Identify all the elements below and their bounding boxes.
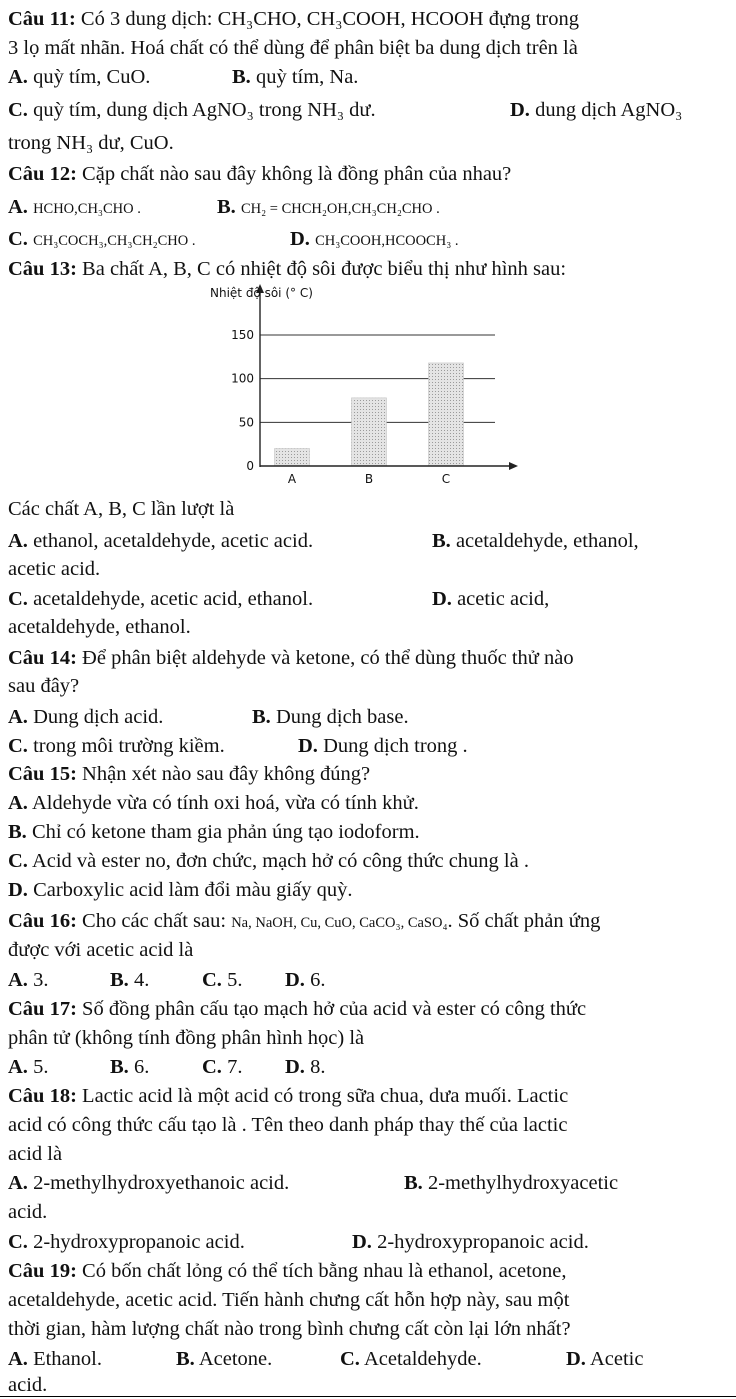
q11-option-d-cont: trong NH₃ dư, CuO. bbox=[8, 132, 174, 154]
q16-formula: Na, NaOH, Cu, CuO, CaCO₃, CaSO₄ bbox=[231, 915, 448, 931]
bar-B bbox=[352, 398, 387, 466]
q16-option-d[interactable]: D. 6. bbox=[285, 969, 326, 991]
q11-option-b[interactable]: B. quỳ tím, Na. bbox=[232, 66, 359, 88]
q18-stem-line3: acid là bbox=[8, 1143, 63, 1165]
q11-label: Câu 11: bbox=[8, 8, 76, 30]
q14-stem-line2: sau đây? bbox=[8, 675, 80, 697]
q14-option-d[interactable]: D. Dung dịch trong . bbox=[298, 735, 468, 757]
q19-stem-line2: acetaldehyde, acetic acid. Tiến hành chưng cất hỗn hợp này, sau một bbox=[8, 1289, 570, 1311]
q19-option-d[interactable]: D. Acetic bbox=[566, 1348, 644, 1370]
q17-option-d[interactable]: D. 8. bbox=[285, 1056, 326, 1078]
q11-option-d[interactable]: D. dung dịch AgNO₃ bbox=[510, 99, 683, 121]
q12-stem: Câu 12: Cặp chất nào sau đây không là đồng phân của nhau? bbox=[8, 163, 512, 185]
q15-option-a[interactable]: A. Aldehyde vừa có tính oxi hoá, vừa có tính khử. bbox=[8, 792, 419, 814]
y-tick-label-100: 100 bbox=[231, 371, 254, 386]
q17-option-a[interactable]: A. 5. bbox=[8, 1056, 49, 1078]
q18-option-c[interactable]: C. 2-hydroxypropanoic acid. bbox=[8, 1231, 245, 1253]
q17-stem-line1: Câu 17: Số đồng phân cấu tạo mạch hở của acid và ester có công thức bbox=[8, 998, 587, 1020]
q13-question: Các chất A, B, C lần lượt là bbox=[8, 498, 235, 520]
q14-stem-line1: Câu 14: Để phân biệt aldehyde và ketone, có thể dùng thuốc thử nào bbox=[8, 647, 574, 669]
y-tick-label-50: 50 bbox=[238, 415, 254, 430]
y-tick-label-150: 150 bbox=[231, 328, 254, 342]
q18-stem-line2: acid có công thức cấu tạo là . Tên theo danh pháp thay thế của lactic bbox=[8, 1114, 568, 1136]
q17-label: Câu 17: bbox=[8, 998, 77, 1020]
q18-option-b-cont: acid. bbox=[8, 1201, 48, 1223]
q14-option-b[interactable]: B. Dung dịch base. bbox=[252, 706, 409, 728]
q19-option-d-cont: acid. bbox=[8, 1374, 48, 1396]
q13-stem: Câu 13: Ba chất A, B, C có nhiệt độ sôi được biểu thị như hình sau: bbox=[8, 258, 567, 280]
q15-stem: Câu 15: Nhận xét nào sau đây không đúng? bbox=[8, 763, 371, 785]
q11-option-c[interactable]: C. quỳ tím, dung dịch AgNO₃ trong NH₃ dư. bbox=[8, 99, 376, 121]
q17-option-b[interactable]: B. 6. bbox=[110, 1056, 150, 1078]
q18-label: Câu 18: bbox=[8, 1085, 77, 1107]
q18-option-d[interactable]: D. 2-hydroxypropanoic acid. bbox=[352, 1231, 589, 1253]
q18-option-a[interactable]: A. 2-methylhydroxyethanoic acid. bbox=[8, 1172, 290, 1194]
x-axis-arrow bbox=[509, 462, 518, 470]
q16-option-b[interactable]: B. 4. bbox=[110, 969, 150, 991]
x-tick-label-A: A bbox=[287, 472, 297, 486]
q13-option-c[interactable]: C. acetaldehyde, acetic acid, ethanol. bbox=[8, 588, 314, 610]
q19-stem-line3: thời gian, hàm lượng chất nào trong bình chưng cất còn lại lớn nhất? bbox=[8, 1318, 571, 1340]
q19-option-a[interactable]: A. Ethanol. bbox=[8, 1348, 102, 1370]
q13-option-d-cont: acetaldehyde, ethanol. bbox=[8, 616, 191, 638]
q14-option-a[interactable]: A. Dung dịch acid. bbox=[8, 706, 164, 728]
q12-option-b[interactable]: B. CH₂ = CHCH₂OH,CH₃CH₂CHO . bbox=[217, 196, 440, 218]
q19-stem-line1: Câu 19: Có bốn chất lỏng có thể tích bằng nhau là ethanol, acetone, bbox=[8, 1260, 567, 1282]
q11-text1: Có 3 dung dịch: CH₃CHO, CH₃COOH, HCOOH đựng trong bbox=[80, 8, 579, 30]
q13-option-a[interactable]: A. ethanol, acetaldehyde, acetic acid. bbox=[8, 530, 314, 552]
q16-stem-line2: được với acetic acid là bbox=[8, 939, 194, 961]
q13-option-d[interactable]: D. acetic acid, bbox=[432, 588, 550, 610]
bar-A bbox=[275, 449, 310, 466]
q15-label: Câu 15: bbox=[8, 763, 77, 785]
q13-option-b[interactable]: B. acetaldehyde, ethanol, bbox=[432, 530, 639, 552]
x-tick-label-C: C bbox=[441, 472, 451, 486]
q19-option-b[interactable]: B. Acetone. bbox=[176, 1348, 273, 1370]
q18-option-b[interactable]: B. 2-methylhydroxyacetic bbox=[404, 1172, 619, 1194]
q15-option-d[interactable]: D. Carboxylic acid làm đổi màu giấy quỳ. bbox=[8, 879, 353, 901]
q12-label: Câu 12: bbox=[8, 163, 77, 185]
q14-label: Câu 14: bbox=[8, 647, 77, 669]
bar-C bbox=[429, 363, 464, 466]
q18-stem-line1: Câu 18: Lactic acid là một acid có trong sữa chua, dưa muối. Lactic bbox=[8, 1085, 569, 1107]
q11-option-a[interactable]: A. quỳ tím, CuO. bbox=[8, 66, 151, 88]
q13-option-b-cont: acetic acid. bbox=[8, 558, 101, 580]
q11-text2: 3 lọ mất nhãn. Hoá chất có thể dùng để phân biệt ba dung dịch trên là bbox=[8, 37, 578, 59]
x-tick-label-B: B bbox=[364, 472, 374, 486]
q15-option-b[interactable]: B. Chỉ có ketone tham gia phản úng tạo iodoform. bbox=[8, 821, 420, 843]
q12-option-a[interactable]: A. HCHO,CH₃CHO . bbox=[8, 196, 141, 218]
q11-stem-line2 bbox=[8, 35, 578, 61]
q16-option-c[interactable]: C. 5. bbox=[202, 969, 243, 991]
q16-stem-line1: Câu 16: Cho các chất sau: Na, NaOH, Cu, CuO, CaCO₃, CaSO₄. Số chất phản ứng bbox=[8, 910, 601, 932]
q16-option-a[interactable]: A. 3. bbox=[8, 969, 49, 991]
q16-label: Câu 16: bbox=[8, 910, 77, 932]
page-bottom-rule bbox=[0, 1396, 736, 1397]
q14-option-c[interactable]: C. trong môi trường kiềm. bbox=[8, 735, 225, 757]
q15-option-c[interactable]: C. Acid và ester no, đơn chức, mạch hở có công thức chung là . bbox=[8, 850, 529, 872]
q12-option-d[interactable]: D. CH₃COOH,HCOOCH₃ . bbox=[290, 228, 459, 250]
q17-stem-line2: phân tử (không tính đồng phân hình học) là bbox=[8, 1027, 365, 1049]
q17-option-c[interactable]: C. 7. bbox=[202, 1056, 243, 1078]
boiling-point-chart bbox=[210, 283, 520, 493]
q12-option-c[interactable]: C. CH₃COCH₃,CH₃CH₂CHO . bbox=[8, 228, 196, 250]
q19-label: Câu 19: bbox=[8, 1260, 77, 1282]
y-tick-label-0: 0 bbox=[246, 459, 254, 473]
q13-label: Câu 13: bbox=[8, 258, 77, 280]
q19-option-c[interactable]: C. Acetaldehyde. bbox=[340, 1348, 482, 1370]
y-axis-title: Nhiệt độ sôi (° C) bbox=[210, 286, 313, 300]
q11-stem-line1 bbox=[8, 6, 579, 32]
